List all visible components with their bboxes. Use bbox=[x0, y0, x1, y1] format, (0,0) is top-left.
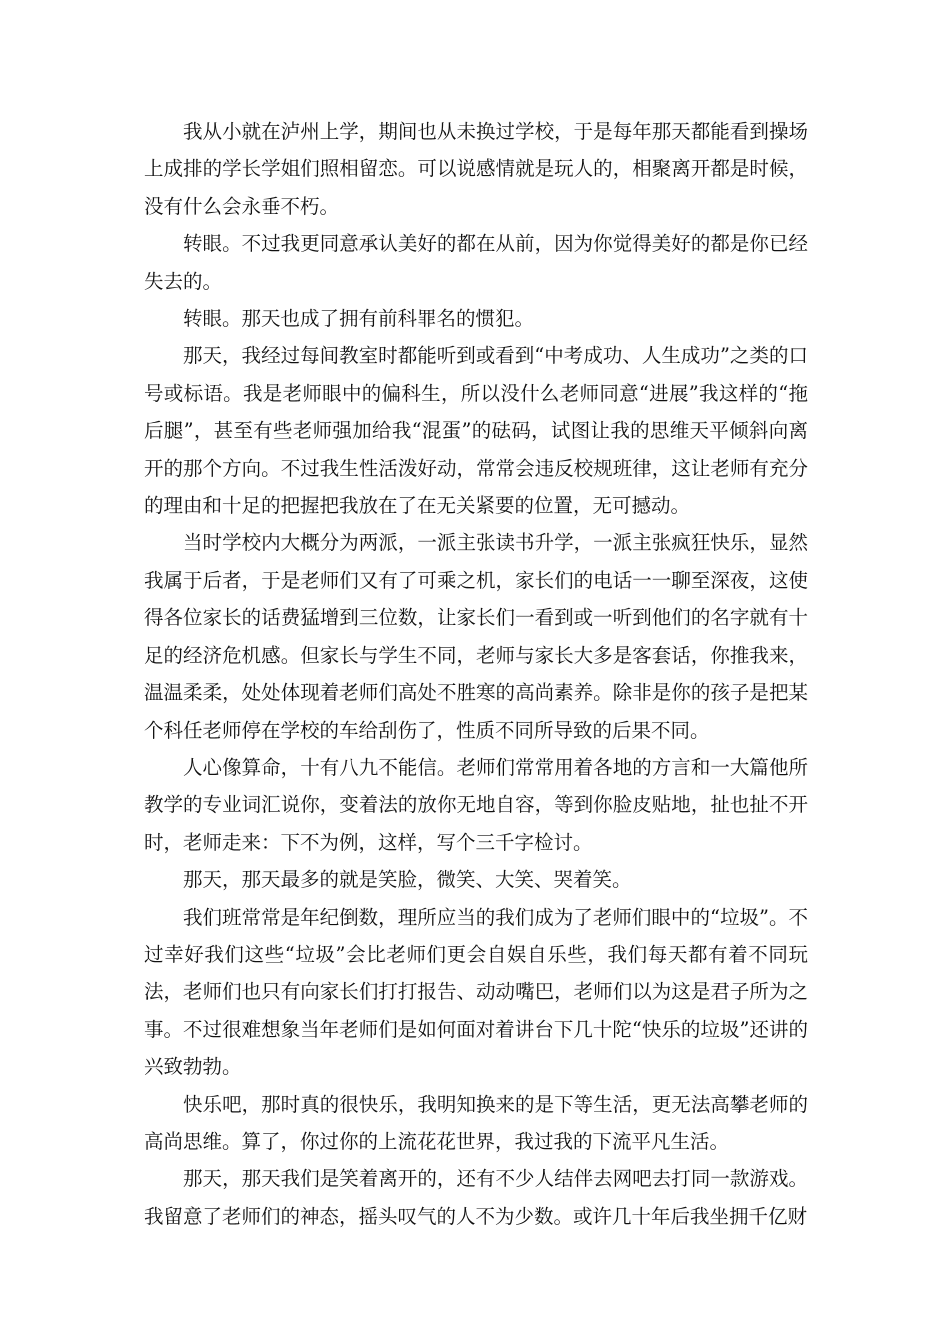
paragraph-2: 转眼。不过我更同意承认美好的都在从前，因为你觉得美好的都是你已经失去的。 bbox=[144, 232, 808, 293]
paragraph-8: 我们班常常是年纪倒数，理所应当的我们成为了老师们眼中的“垃圾”。不过幸好我们这些“垃圾”会比老师们更会自娱自乐些，我们每天都有着不同玩法，老师们也只有向家长们打打报告、动动嘴巴，老师们以为这是君子所为之事。不过很难想象当年老师们是如何面对着讲台下几十陀“快乐的垃圾”还讲的兴致勃勃。 bbox=[144, 905, 808, 1079]
paragraph-4: 那天，我经过每间教室时都能听到或看到“中考成功、人生成功”之类的口号或标语。我是老师眼中的偏科生，所以没什么老师同意“进展”我这样的“拖后腿”，甚至有些老师强加给我“混蛋”的砝码，试图让我的思维天平倾斜向离开的那个方向。不过我生性活泼好动，常常会违反校规班律，这让老师有充分的理由和十足的把握把我放在了在无关紧要的位置，无可撼动。 bbox=[144, 344, 808, 518]
paragraph-9: 快乐吧，那时真的很快乐，我明知换来的是下等生活，更无法高攀老师的高尚思维。算了，你过你的上流花花世界，我过我的下流平凡生活。 bbox=[144, 1092, 808, 1153]
paragraph-7: 那天，那天最多的就是笑脸，微笑、大笑、哭着笑。 bbox=[183, 868, 632, 892]
paragraph-6: 人心像算命，十有八九不能信。老师们常常用着各地的方言和一大篇他所教学的专业词汇说你，变着法的放你无地自容，等到你脸皮贴地，扯也扯不开时，老师走来：下不为例，这样，写个三千字检讨。 bbox=[144, 755, 808, 854]
paragraph-3: 转眼。那天也成了拥有前科罪名的惯犯。 bbox=[183, 307, 535, 331]
document-page bbox=[144, 113, 808, 1235]
paragraph-5: 当时学校内大概分为两派，一派主张读书升学，一派主张疯狂快乐，显然我属于后者，于是老师们又有了可乘之机，家长们的电话一一聊至深夜，这使得各位家长的话费猛增到三位数，让家长们一看到或一听到他们的名字就有十足的经济危机感。但家长与学生不同，老师与家长大多是客套话，你推我来，温温柔柔，处处体现着老师们高处不胜寒的高尚素养。除非是你的孩子是把某个科任老师停在学校的车给刮伤了，性质不同所导致的后果不同。 bbox=[144, 531, 808, 742]
paragraph-1: 我从小就在泸州上学，期间也从未换过学校，于是每年那天都能看到操场上成排的学长学姐们照相留恋。可以说感情就是玩人的，相聚离开都是时候，没有什么会永垂不朽。 bbox=[144, 120, 808, 218]
paragraph-10: 那天，那天我们是笑着离开的，还有不少人结伴去网吧去打同一款游戏。我留意了老师们的神态，摇头叹气的人不为少数。或许几十年后我坐拥千亿财 bbox=[144, 1167, 808, 1228]
